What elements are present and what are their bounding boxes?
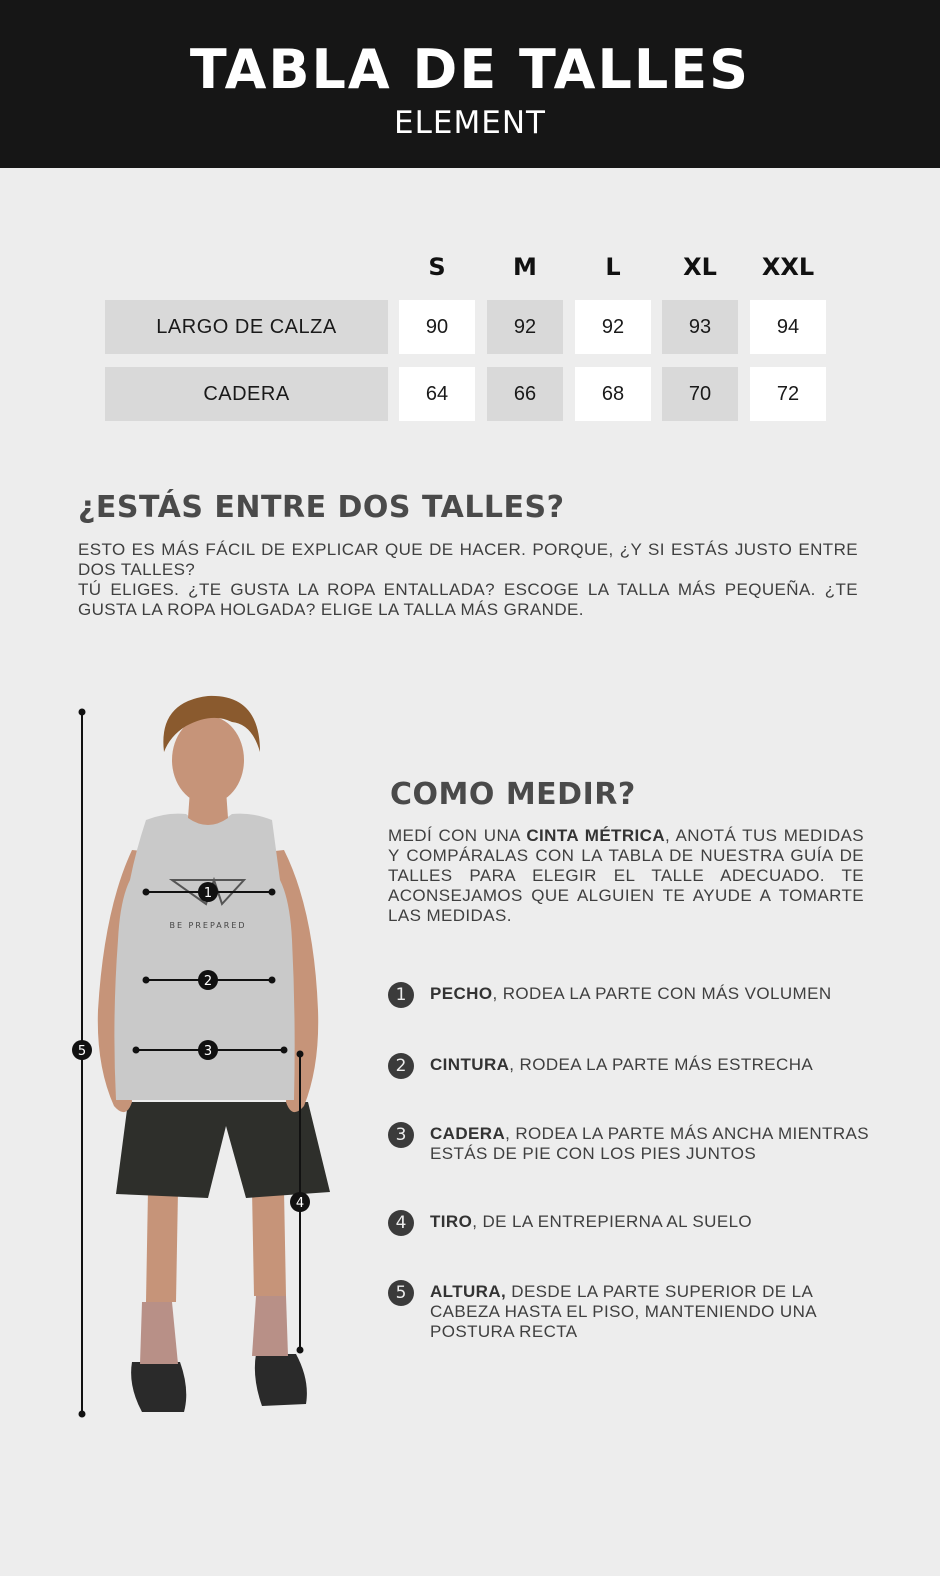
table-cell: 68 — [575, 367, 651, 421]
step-number-badge: 4 — [388, 1210, 414, 1236]
size-header-s: S — [428, 253, 446, 281]
step-text: CADERA, RODEA LA PARTE MÁS ANCHA MIENTRAS ESTÁS DE PIE CON LOS PIES JUNTOS — [430, 1124, 869, 1163]
step-number-badge: 2 — [388, 1053, 414, 1079]
svg-text:5: 5 — [77, 1044, 87, 1059]
intro-text-bold: CINTA MÉTRICA — [526, 826, 665, 845]
marker-2 — [198, 970, 218, 990]
intro-text-start: MEDÍ CON UNA — [388, 826, 527, 845]
table-cell: 70 — [662, 367, 738, 421]
between-sizes-text — [78, 540, 858, 620]
step-text: CINTURA, RODEA LA PARTE MÁS ESTRECHA — [430, 1055, 814, 1074]
header-banner — [0, 0, 940, 168]
table-cell: 92 — [487, 300, 563, 354]
between-sizes-line-1: ESTO ES MÁS FÁCIL DE EXPLICAR QUE DE HACER. PORQUE, ¿Y SI ESTÁS JUSTO ENTRE DOS TALLES? — [78, 540, 858, 579]
step-text: TIRO, DE LA ENTREPIERNA AL SUELO — [430, 1212, 753, 1231]
how-to-measure-intro — [388, 826, 864, 926]
svg-text:2: 2 — [203, 974, 213, 989]
row-label-largo-de-calza: LARGO DE CALZA — [105, 300, 388, 354]
brand-subtitle: ELEMENT — [394, 105, 546, 141]
table-cell: 94 — [750, 300, 826, 354]
marker-1 — [198, 882, 218, 902]
size-header-xl: XL — [683, 253, 717, 281]
marker-4 — [290, 1192, 310, 1212]
table-cell: 93 — [662, 300, 738, 354]
model-illustration — [60, 690, 360, 1430]
size-header-l: L — [605, 253, 621, 281]
table-cell: 72 — [750, 367, 826, 421]
svg-text:3: 3 — [203, 1044, 213, 1059]
step-number-badge: 1 — [388, 982, 414, 1008]
marker-5 — [72, 1040, 92, 1060]
marker-3 — [198, 1040, 218, 1060]
between-sizes-line-2: TÚ ELIGES. ¿TE GUSTA LA ROPA ENTALLADA? ESCOGE LA TALLA MÁS PEQUEÑA. ¿TE GUSTA LA ROPA HOLGADA? ELIGE LA TALLA MÁS GRANDE. — [78, 580, 858, 619]
svg-text:1: 1 — [203, 886, 213, 901]
step-number-badge: 5 — [388, 1280, 414, 1306]
svg-text:4: 4 — [295, 1196, 305, 1211]
table-cell: 90 — [399, 300, 475, 354]
step-number-badge: 3 — [388, 1122, 414, 1148]
table-cell: 92 — [575, 300, 651, 354]
step-text: PECHO, RODEA LA PARTE CON MÁS VOLUMEN — [430, 984, 832, 1003]
shirt-print-text: BE PREPARED — [169, 921, 247, 930]
model-figure — [60, 690, 360, 1430]
table-cell: 64 — [399, 367, 475, 421]
page-title: TABLA DE TALLES — [189, 38, 751, 101]
table-cell: 66 — [487, 367, 563, 421]
between-sizes-title: ¿ESTÁS ENTRE DOS TALLES? — [78, 490, 565, 525]
how-to-measure-title: COMO MEDIR? — [390, 777, 636, 812]
intro-text-end: , ANOTÁ TUS MEDIDAS Y COMPÁRALAS CON LA TABLA DE NUESTRA GUÍA DE TALLES PARA ELEGIR EL TALLE ADECUADO. TE ACONSEJAMOS QUE ALGUIEN TE AYUDE A TOMARTE LAS MEDIDAS. — [388, 826, 864, 925]
step-text: ALTURA, DESDE LA PARTE SUPERIOR DE LA CABEZA HASTA EL PISO, MANTENIENDO UNA POSTURA RECTA — [430, 1282, 817, 1341]
size-header-m: M — [513, 253, 537, 281]
size-header-xxl: XXL — [761, 253, 815, 281]
row-label-cadera: CADERA — [105, 367, 388, 421]
